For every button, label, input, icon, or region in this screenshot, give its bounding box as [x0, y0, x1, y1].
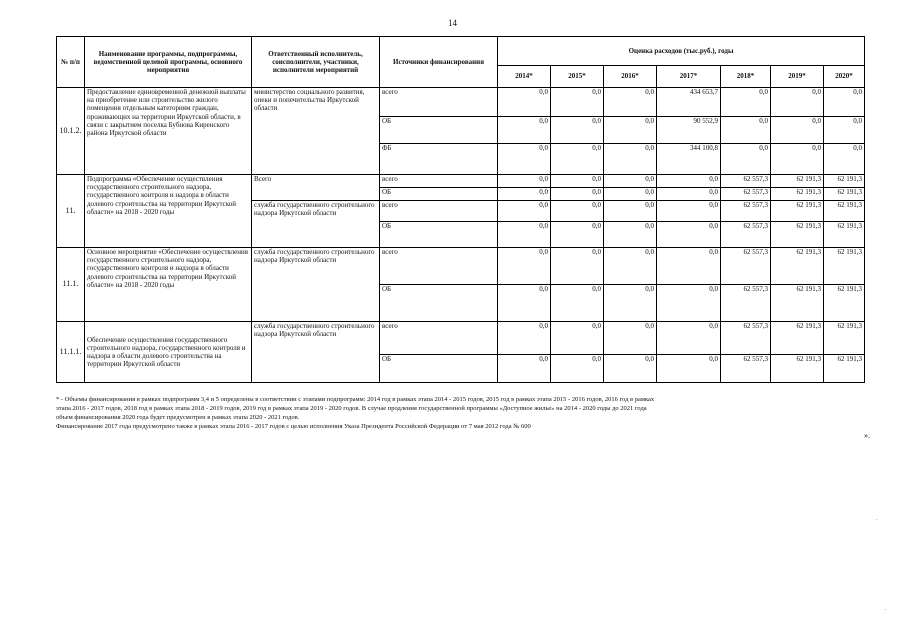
value-cell: 62 191,3 [771, 322, 824, 355]
value-cell: 62 191,3 [824, 285, 865, 322]
value-cell: 0,0 [498, 248, 551, 285]
year-header: 2015* [551, 66, 604, 88]
value-cell: 0,0 [604, 188, 657, 201]
value-cell: 62 191,3 [824, 222, 865, 248]
value-cell: 0,0 [771, 117, 824, 144]
scan-speck: . [885, 606, 887, 612]
value-cell: 0,0 [551, 285, 604, 322]
value-cell: 0,0 [551, 144, 604, 175]
footnote-line: этапа 2016 - 2017 годов, 2018 год в рамках этапа 2018 - 2019 годов, 2019 год в рамках этапа 2019 - 2020 годов. В случае продления государственной программы «Доступное жилье» на 2014 - 2020 годы до 2021 года [56, 405, 647, 412]
value-cell: 0,0 [604, 248, 657, 285]
executor-cell: служба государственного строительного надзора Иркутской области [252, 248, 380, 322]
header-sources: Источники финансирования [380, 37, 498, 88]
value-cell: 62 557,3 [721, 322, 771, 355]
value-cell: 0,0 [551, 322, 604, 355]
value-cell: 0,0 [498, 222, 551, 248]
value-cell: 0,0 [771, 88, 824, 117]
value-cell: 0,0 [657, 322, 721, 355]
row-code: 11.1.1. [57, 322, 85, 383]
value-cell: 0,0 [657, 188, 721, 201]
value-cell: 0,0 [721, 117, 771, 144]
value-cell: 0,0 [498, 117, 551, 144]
program-name: Предоставление единовременной денежной выплаты на приобретение или строительство жилого помещения отдельным категориям граждан, проживающих на территории Иркутской области, в связи с закрытием поселка Бубнова Киренского района Иркутской области [85, 88, 252, 175]
value-cell: 0,0 [604, 201, 657, 222]
program-name: Подпрограмма «Обеспечение осуществления государственного строительного надзора, государственного контроля и надзора в области долевого строительства на территории Иркутской области» на 2018 - 2020 годы [85, 175, 252, 248]
value-cell: 0,0 [721, 88, 771, 117]
value-cell: 434 653,7 [657, 88, 721, 117]
value-cell: 0,0 [604, 222, 657, 248]
value-cell: 62 191,3 [824, 175, 865, 188]
value-cell: 0,0 [551, 117, 604, 144]
year-header: 2017* [657, 66, 721, 88]
value-cell: 0,0 [551, 248, 604, 285]
value-cell: 0,0 [824, 117, 865, 144]
executor-cell: служба государственного строительного надзора Иркутской области [252, 201, 380, 248]
value-cell: 0,0 [551, 355, 604, 383]
value-cell: 62 557,3 [721, 222, 771, 248]
closing-quote-mark: ». [864, 431, 870, 440]
value-cell: 0,0 [551, 222, 604, 248]
value-cell: 62 191,3 [824, 188, 865, 201]
value-cell: 0,0 [498, 175, 551, 188]
value-cell: 62 191,3 [824, 355, 865, 383]
value-cell: 62 191,3 [771, 248, 824, 285]
value-cell: 62 191,3 [824, 322, 865, 355]
value-cell: 0,0 [498, 285, 551, 322]
value-cell: 0,0 [604, 322, 657, 355]
value-cell: 62 191,3 [824, 201, 865, 222]
scan-speck: . [876, 516, 878, 522]
table-row [57, 88, 865, 117]
value-cell: 0,0 [604, 117, 657, 144]
page-number: 14 [448, 18, 457, 28]
source-cell: всего [380, 201, 498, 222]
value-cell: 0,0 [824, 144, 865, 175]
header-estimate: Оценка расходов (тыс.руб.), годы [498, 37, 865, 66]
value-cell: 62 557,3 [721, 355, 771, 383]
value-cell: 62 557,3 [721, 248, 771, 285]
value-cell: 62 191,3 [771, 355, 824, 383]
executor-cell: Всего [252, 175, 380, 201]
value-cell: 0,0 [498, 322, 551, 355]
source-cell: всего [380, 322, 498, 355]
value-cell: 62 557,3 [721, 201, 771, 222]
value-cell: 0,0 [604, 144, 657, 175]
value-cell: 0,0 [771, 144, 824, 175]
value-cell: 344 100,8 [657, 144, 721, 175]
executor-cell: служба государственного строительного надзора Иркутской области [252, 322, 380, 383]
value-cell: 0,0 [551, 201, 604, 222]
value-cell: 62 557,3 [721, 285, 771, 322]
value-cell: 0,0 [551, 188, 604, 201]
value-cell: 62 557,3 [721, 175, 771, 188]
year-header: 2016* [604, 66, 657, 88]
year-header: 2014* [498, 66, 551, 88]
value-cell: 0,0 [604, 175, 657, 188]
value-cell: 0,0 [498, 88, 551, 117]
source-cell: всего [380, 175, 498, 188]
value-cell: 90 552,9 [657, 117, 721, 144]
value-cell: 62 557,3 [721, 188, 771, 201]
budget-table [56, 36, 865, 383]
value-cell: 0,0 [657, 201, 721, 222]
source-cell: ОБ [380, 188, 498, 201]
source-cell: ФБ [380, 144, 498, 175]
value-cell: 0,0 [657, 222, 721, 248]
value-cell: 0,0 [604, 285, 657, 322]
executor-cell: министерство социального развития, опеки и попечительства Иркутской области [252, 88, 380, 175]
footnote-line: объем финансирования 2020 года будет предусмотрен в рамках этапа 2020 - 2021 годов. [56, 414, 300, 421]
header-executor: Ответственный исполнитель, соисполнители, участники, исполнители мероприятий [252, 37, 380, 88]
year-header: 2020* [824, 66, 865, 88]
row-code: 11.1. [57, 248, 85, 322]
value-cell: 62 191,3 [771, 285, 824, 322]
year-header: 2019* [771, 66, 824, 88]
value-cell: 62 191,3 [771, 188, 824, 201]
value-cell: 0,0 [498, 144, 551, 175]
value-cell: 0,0 [824, 88, 865, 117]
source-cell: ОБ [380, 355, 498, 383]
table-row [57, 175, 865, 188]
source-cell: всего [380, 248, 498, 285]
footnote-line: * - Объемы финансирования в рамках подпрограмм 3,4 и 5 определены в соответствии с этапами подпрограмм: 2014 год в рамках этапа 2014 - 2015 годов, 2015 год в рамках этапа 2015 - 2016 годов, 2016 год в рамках [56, 396, 655, 403]
value-cell: 0,0 [551, 88, 604, 117]
footnote-line: Финансирование 2017 года предусмотрено также в рамках этапа 2016 - 2017 годов с целью исполнения Указа Президента Российской Федерации от 7 мая 2012 года № 600 [56, 423, 531, 430]
source-cell: ОБ [380, 117, 498, 144]
value-cell: 62 191,3 [771, 222, 824, 248]
value-cell: 0,0 [657, 285, 721, 322]
value-cell: 0,0 [657, 175, 721, 188]
value-cell: 62 191,3 [824, 248, 865, 285]
value-cell: 0,0 [551, 175, 604, 188]
header-name: Наименование программы, подпрограммы, ведомственной целевой программы, основного мероприятия [85, 37, 252, 88]
value-cell: 0,0 [657, 355, 721, 383]
value-cell: 62 191,3 [771, 201, 824, 222]
source-cell: ОБ [380, 222, 498, 248]
value-cell: 0,0 [721, 144, 771, 175]
table-row [57, 322, 865, 355]
year-header: 2018* [721, 66, 771, 88]
value-cell: 62 191,3 [771, 175, 824, 188]
value-cell: 0,0 [498, 355, 551, 383]
value-cell: 0,0 [657, 248, 721, 285]
value-cell: 0,0 [498, 201, 551, 222]
value-cell: 0,0 [498, 188, 551, 201]
program-name: Обеспечение осуществления государственного строительного надзора, государственного контроля и надзора в области долевого строительства на территории Иркутской области [85, 322, 252, 383]
source-cell: ОБ [380, 285, 498, 322]
value-cell: 0,0 [604, 355, 657, 383]
header-num: № п/п [57, 37, 85, 88]
program-name: Основное мероприятие «Обеспечение осуществления государственного строительного надзора, государственного контроля и надзора в области долевого строительства на территории Иркутской области» на 2018 - 2020 годы [85, 248, 252, 322]
table-row [57, 248, 865, 285]
value-cell: 0,0 [604, 88, 657, 117]
row-code: 11. [57, 175, 85, 248]
footnote [56, 395, 864, 431]
row-code: 10.1.2. [57, 88, 85, 175]
source-cell: всего [380, 88, 498, 117]
